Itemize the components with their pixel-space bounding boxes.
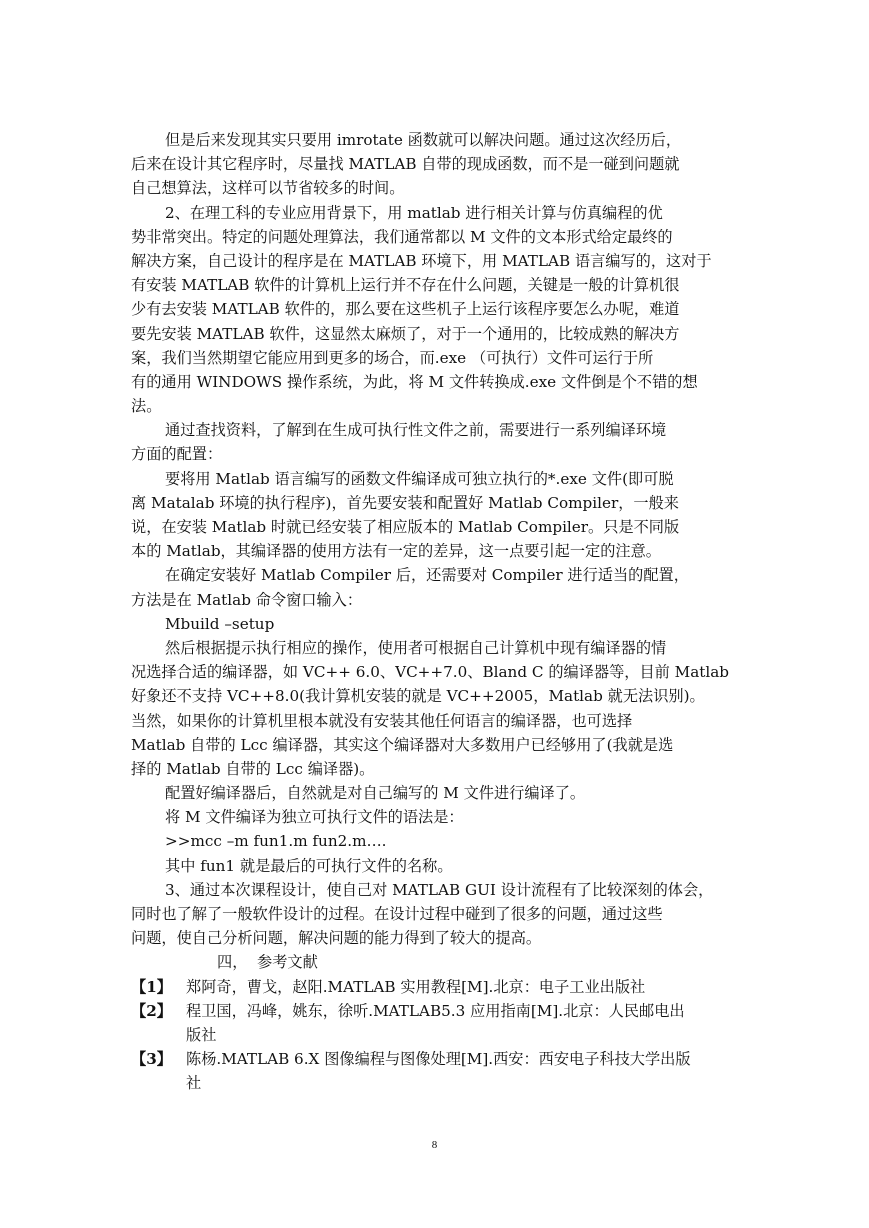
reference-text: 陈杨.MATLAB 6.X 图像编程与图像处理[M].西安：西安电子科技大学出版: [186, 1050, 691, 1069]
paragraph-line: 要先安装 MATLAB 软件，这显然太麻烦了，对于一个通用的，比较成熟的解决方: [131, 324, 680, 343]
references-heading: 四， 参考文献: [217, 953, 318, 972]
paragraph-line: 2、在理工科的专业应用背景下，用 matlab 进行相关计算与仿真编程的优: [165, 203, 663, 222]
paragraph-line: 配置好编译器后，自然就是对自己编写的 M 文件进行编译了。: [165, 784, 586, 803]
reference-text-continued: 社: [186, 1074, 202, 1093]
paragraph-line: 3、通过本次课程设计，使自己对 MATLAB GUI 设计流程有了比较深刻的体会，: [165, 880, 714, 899]
paragraph-line: 好象还不支持 VC++8.0(我计算机安装的就是 VC++2005，Matlab 就无法识别)。: [131, 687, 705, 706]
paragraph-line: 自己想算法，这样可以节省较多的时间。: [131, 179, 405, 198]
paragraph-line: 案，我们当然期望它能应用到更多的场合，而.exe （可执行）文件可运行于所: [131, 348, 654, 367]
reference-item: [131, 975, 739, 999]
paragraph-line: 法。: [131, 397, 162, 416]
reference-line: [131, 975, 739, 999]
paragraph-line: 通过查找资料，了解到在生成可执行性文件之前，需要进行一系列编译环境: [165, 421, 667, 440]
reference-number: 【3】: [131, 1050, 172, 1069]
paragraph-line: 说，在安装 Matlab 时就已经安装了相应版本的 Matlab Compiler。只是不同版: [131, 518, 680, 536]
reference-text-continued: 版社: [186, 1025, 217, 1044]
paragraph-line: 其中 fun1 就是最后的可执行文件的名称。: [165, 856, 453, 875]
paragraph-line: 势非常突出。特定的问题处理算法，我们通常都以 M 文件的文本形式给定最终的: [131, 227, 673, 246]
reference-item: [131, 1047, 739, 1095]
paragraph-line: 择的 Matlab 自带的 Lcc 编译器)。: [131, 759, 375, 778]
reference-number: 【1】: [131, 977, 172, 996]
paragraph-line: Matlab 自带的 Lcc 编译器，其实这个编译器对大多数用户已经够用了(我就是选: [131, 735, 674, 754]
reference-line: [131, 999, 739, 1023]
reference-text: 程卫国，冯峰，姚东，徐听.MATLAB5.3 应用指南[M].北京：人民邮电出: [186, 1001, 685, 1020]
paragraph-line: 有安装 MATLAB 软件的计算机上运行并不存在什么问题，关键是一般的计算机很: [131, 276, 680, 295]
paragraph-line: 少有去安装 MATLAB 软件的，那么要在这些机子上运行该程序要怎么办呢，难道: [131, 300, 680, 319]
paragraph-line: 解决方案，自己设计的程序是在 MATLAB 环境下，用 MATLAB 语言编写的，这对于: [131, 251, 712, 270]
command-line: >>mcc –m fun1.m fun2.m….: [165, 832, 387, 851]
paragraph-line: 况选择合适的编译器，如 VC++ 6.0、VC++7.0、Bland C 的编译器等，目前 Matlab: [131, 663, 730, 682]
paragraph-line: 当然，如果你的计算机里根本就没有安装其他任何语言的编译器，也可选择: [131, 711, 633, 730]
page-number: 8: [431, 1139, 438, 1151]
paragraph-line: 方面的配置：: [131, 445, 223, 464]
document-body: [131, 128, 739, 1096]
reference-line: [131, 1047, 739, 1071]
reference-text: 郑阿奇，曹戈，赵阳.MATLAB 实用教程[M].北京：电子工业出版社: [186, 977, 646, 996]
paragraph-line: 离 Matalab 环境的执行程序)，首先要安装和配置好 Matlab Compiler，一般来: [131, 493, 679, 512]
paragraph-line: 本的 Matlab，其编译器的使用方法有一定的差异，这一点要引起一定的注意。: [131, 542, 661, 561]
paragraph-line: 然后根据提示执行相应的操作，使用者可根据自己计算机中现有编译器的情: [165, 638, 667, 657]
paragraph-line: 问题，使自己分析问题，解决问题的能力得到了较大的提高。: [131, 929, 542, 948]
paragraph-line: 有的通用 WINDOWS 操作系统，为此，将 M 文件转换成.exe 文件倒是个不错的想: [131, 372, 698, 391]
paragraph-line: 将 M 文件编译为独立可执行文件的语法是：: [165, 808, 464, 827]
reference-number: 【2】: [131, 1001, 172, 1020]
paragraph-line: 方法是在 Matlab 命令窗口输入：: [131, 590, 363, 609]
paragraph-line: 同时也了解了一般软件设计的过程。在设计过程中碰到了很多的问题，通过这些: [131, 905, 663, 923]
paragraph-line: 在确定安装好 Matlab Compiler 后，还需要对 Compiler 进行适当的配置，: [165, 566, 689, 585]
paragraph-line: 但是后来发现其实只要用 imrotate 函数就可以解决问题。通过这次经历后，: [165, 131, 682, 149]
command-line: Mbuild –setup: [165, 614, 275, 633]
paragraph-line: 后来在设计其它程序时，尽量找 MATLAB 自带的现成函数，而不是一碰到问题就: [131, 155, 680, 174]
reference-item: [131, 999, 739, 1047]
paragraph-line: 要将用 Matlab 语言编写的函数文件编译成可独立执行的*.exe 文件(即可脱: [165, 469, 674, 488]
